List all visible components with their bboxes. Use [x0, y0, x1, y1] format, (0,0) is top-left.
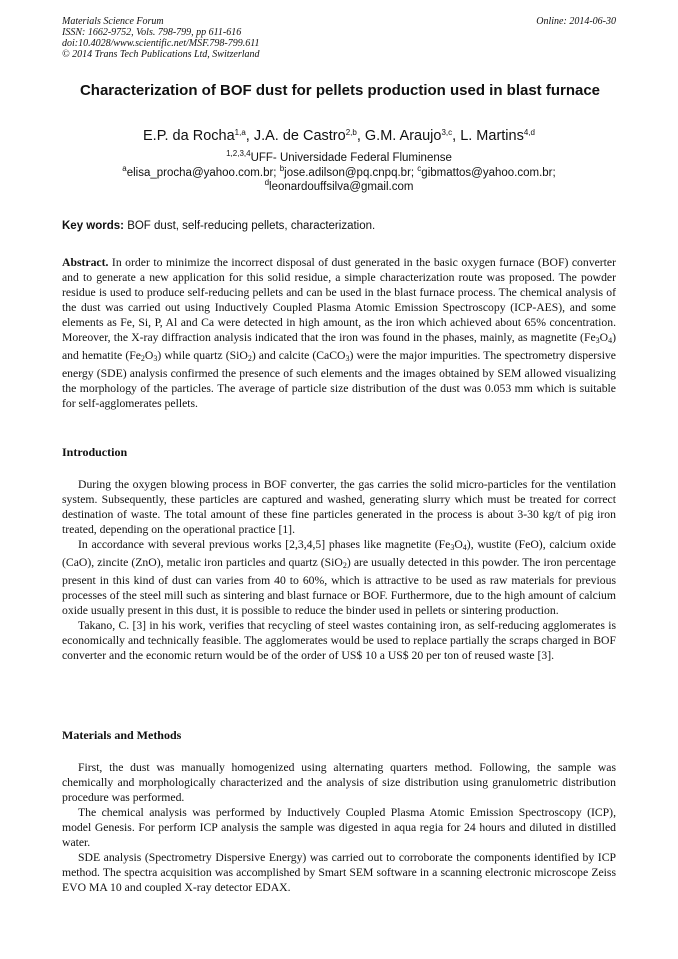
author-name: L. Martins [460, 128, 524, 144]
paragraph-text: ), wustite (FeO), calcium oxide (CaO), zincite (ZnO), metalic iron particles and quartz (SiO [62, 538, 616, 569]
author-superscript: 4,d [523, 128, 535, 137]
author-name: E.P. da Rocha [143, 128, 235, 144]
paragraph: The chemical analysis was performed by Inductively Coupled Plasma Atomic Emission Spectroscopy (ICP), model Genesis. For perform ICP analysis the sample was digested in aqua regia for 24 hours and diluted in distilled water. [62, 806, 616, 849]
author-superscript: 3,c [441, 128, 453, 137]
email-superscript: b [279, 164, 285, 173]
paragraph-text: In accordance with several previous works [2,3,4,5] phases like magnetite (Fe [78, 538, 451, 551]
subscript: 4 [462, 543, 467, 552]
email-superscript: a [122, 164, 127, 173]
email-superscript: d [264, 178, 270, 187]
author-superscript: 1,a [234, 128, 246, 137]
email-address: jose.adilson@pq.cnpq.br; [284, 167, 418, 179]
subscript: 3 [595, 336, 600, 345]
subscript: 3 [345, 354, 350, 363]
subscript: 2 [342, 561, 347, 570]
journal-name: Materials Science Forum [62, 16, 164, 27]
abstract-paragraph [62, 255, 616, 411]
subscript: 3 [450, 543, 455, 552]
affiliation-text: UFF- Universidade Federal Fluminense [250, 152, 452, 164]
keywords-label: Key words: [62, 220, 124, 232]
paragraph: Takano, C. [3] in his work, verifies that recycling of steel wastes containing iron, as self-reducing agglomerates is economically and technically feasible. The agglomerates would be used to replace partially the scraps charged in BOF converter and the economic return would be of the order of US$ 10 a US$ 20 per ton of reused waste [3]. [62, 619, 616, 662]
paragraph [62, 537, 616, 618]
email-address: elisa_procha@yahoo.com.br; [126, 167, 280, 179]
abstract-text: O [144, 349, 154, 362]
abstract-text: ) and hematite (Fe [62, 331, 616, 362]
paragraph-text: O [454, 538, 463, 551]
author-name: J.A. de Castro [253, 128, 346, 144]
abstract-text: O [599, 331, 609, 344]
online-date: Online: 2014-06-30 [536, 16, 616, 27]
author-list: E.P. da Rocha$^{1,a}$, J.A. de Castro$^{2,b}$, G.M. Araujo$^{3,c}$, L. Martins$^{4,d}$ [143, 128, 535, 144]
abstract-text: ) were the major impurities. The spectrometry dispersive energy (SDE) analysis confirmed the presence of such elements and the images obtained by SEM allowed visualizing the morphology of the particles. The average of particle size distribution of the dust was 0.053 mm which is suitable for self-agglomerates pellets. [62, 349, 616, 410]
email-address: leonardouffsilva@gmail.com [269, 181, 414, 193]
email-superscript: c [417, 164, 422, 173]
journal-header [62, 16, 616, 60]
section-heading-methods: Materials and Methods [62, 728, 182, 742]
section-heading-introduction: Introduction [62, 445, 128, 459]
introduction-body [62, 477, 616, 663]
paper-title: Characterization of BOF dust for pellets production used in blast furnace [79, 82, 601, 99]
keywords-text: BOF dust, self-reducing pellets, characterization. [124, 220, 376, 232]
journal-issn: ISSN: 1662-9752, Vols. 798-799, pp 611-616 [62, 27, 242, 38]
subscript: 4 [608, 336, 613, 345]
abstract-label: Abstract. [62, 256, 109, 269]
email-line [40, 176, 638, 194]
paragraph-text: ) are usually detected in this powder. The iron percentage present in this kind of dust can varies from 40 to 60%, which is attractive to be used as raw materials for previous processes of the steel mill such as sintering and blast furnace or BOF. Furthermore, due to the high amount of calcium oxide usually present in this dust, it is possible to reduce the binder used in pellets or sintering production. [62, 556, 616, 617]
abstract-text: In order to minimize the incorrect disposal of dust generated in the basic oxygen furnace (BOF) converter and to generate a new application for this solid residue, a simple characterization route was proposed. The powder residue is used to produce self-reducing pellets and can be used in the blast furnace process. The chemical analysis of the dust was carried out using Inductively Coupled Plasma Atomic Emission Spectroscopy (ICP-AES), and some elements as Fe, Si, P, Al and Ca were detected in high amount, as the iron which achieved about 65% concentration. Moreover, the X-ray diffraction analysis indicated that the iron was found in the phases, mainly, as magnetite (Fe [62, 256, 616, 344]
abstract-text: ) and calcite (CaCO [251, 349, 346, 362]
abstract [62, 255, 616, 411]
abstract-text: ) while quartz (SiO [157, 349, 248, 362]
affiliation-superscript: 1,2,3,4 [226, 149, 251, 158]
methods-body [62, 760, 616, 895]
paragraph: SDE analysis (Spectrometry Dispersive Energy) was carried out to corroborate the components identified by ICP method. The spectra acquisition was accomplished by Smart SEM software in a scanning electronic microscope Zeiss EVO MA 10 and coupled X-ray detector EDAX. [62, 851, 616, 894]
journal-doi: doi:10.4028/www.scientific.net/MSF.798-799.611 [62, 38, 260, 49]
paragraph: During the oxygen blowing process in BOF converter, the gas carries the solid micro-particles for the ventilation system. Subsequently, these particles are captured and washed, generating slurry which must be treated for correct destination of waste. The total amount of these fine particles generated in the process is about 3-30 kg/t of pig iron treated, depending on the operational practice [1]. [62, 478, 616, 536]
author-superscript: 2,b [345, 128, 357, 137]
subscript: 2 [247, 354, 252, 363]
subscript: 2 [140, 354, 145, 363]
keywords [62, 219, 616, 233]
subscript: 3 [153, 354, 158, 363]
journal-copyright: © 2014 Trans Tech Publications Ltd, Switzerland [62, 49, 260, 60]
paragraph: First, the dust was manually homogenized using alternating quarters method. Following, the sample was chemically and morphologically characterized and the analysis of size distribution using granulometric distribution procedure was performed. [62, 761, 616, 804]
author-name: G.M. Araujo [364, 128, 442, 144]
email-address: gibmattos@yahoo.com.br; [421, 167, 556, 179]
